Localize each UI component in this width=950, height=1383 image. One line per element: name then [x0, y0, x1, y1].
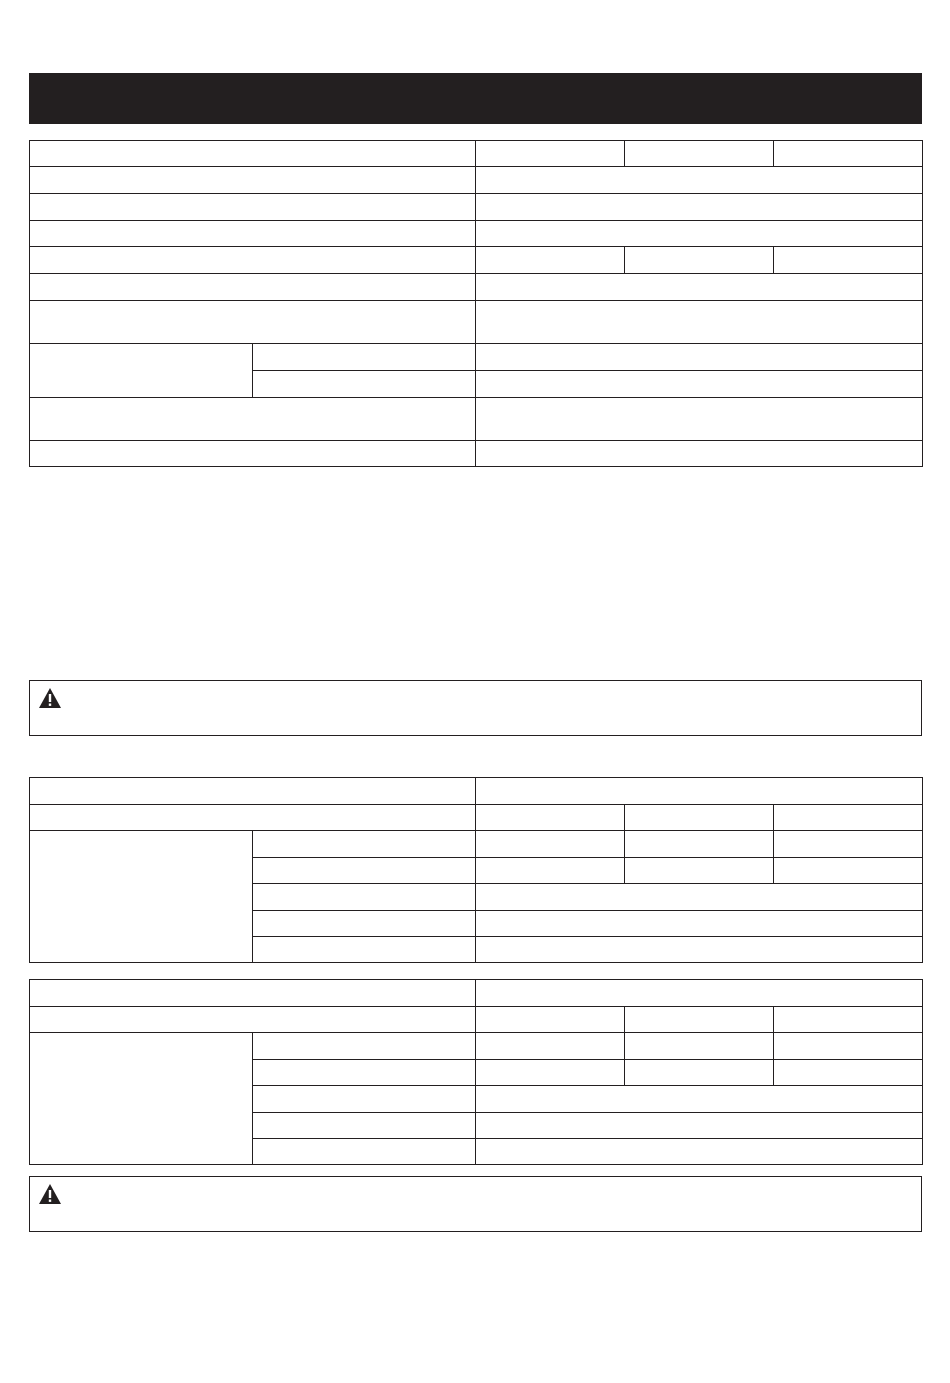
table-value-cell	[476, 911, 923, 937]
table-header-cell	[30, 778, 476, 805]
table-value-cell	[625, 831, 774, 858]
settings-table-1	[29, 777, 923, 963]
table-sublabel-cell	[253, 858, 476, 884]
table-label-cell	[30, 805, 476, 831]
table-group-label-cell	[30, 1033, 253, 1165]
warning-triangle-icon	[38, 687, 62, 709]
table-value-cell	[625, 1033, 774, 1060]
table-sublabel-cell	[253, 1113, 476, 1139]
spec-value-cell	[476, 247, 625, 274]
spec-label-cell	[30, 301, 476, 344]
table-sublabel-cell	[253, 937, 476, 963]
table-value-cell	[476, 937, 923, 963]
warning-box	[29, 1176, 922, 1232]
spec-value-cell	[476, 167, 923, 194]
spec-sublabel-cell	[253, 344, 476, 371]
table-row	[30, 831, 923, 858]
table-value-cell	[476, 884, 923, 911]
table-value-cell	[476, 858, 625, 884]
warning-box	[29, 680, 922, 736]
table-value-cell	[774, 858, 923, 884]
spec-label-cell	[30, 167, 476, 194]
table-label-cell	[30, 1007, 476, 1033]
table-value-cell	[625, 1007, 774, 1033]
spec-group-label-cell	[30, 344, 253, 398]
table-value-cell	[476, 1086, 923, 1113]
table-row	[30, 221, 923, 247]
table-row	[30, 274, 923, 301]
table-row	[30, 194, 923, 221]
table-sublabel-cell	[253, 1139, 476, 1165]
table-value-cell	[476, 1033, 625, 1060]
spec-value-cell	[625, 141, 774, 167]
table-value-cell	[625, 1060, 774, 1086]
spec-value-cell	[476, 441, 923, 467]
table-row	[30, 805, 923, 831]
spec-label-cell	[30, 398, 476, 441]
table-value-cell	[476, 1139, 923, 1165]
table-row	[30, 398, 923, 441]
table-row	[30, 167, 923, 194]
spec-value-cell	[476, 371, 923, 398]
table-value-cell	[476, 1060, 625, 1086]
table-row	[30, 980, 923, 1007]
spec-label-cell	[30, 274, 476, 301]
settings-table-2	[29, 979, 923, 1165]
table-row	[30, 441, 923, 467]
table-value-cell	[774, 1007, 923, 1033]
table-sublabel-cell	[253, 1086, 476, 1113]
table-sublabel-cell	[253, 831, 476, 858]
table-group-label-cell	[30, 831, 253, 963]
spec-value-cell	[476, 194, 923, 221]
table-header-cell	[30, 980, 476, 1007]
spec-value-cell	[476, 221, 923, 247]
table-header-cell	[476, 980, 923, 1007]
spec-value-cell	[476, 301, 923, 344]
spec-label-cell	[30, 441, 476, 467]
table-row	[30, 301, 923, 344]
table-sublabel-cell	[253, 911, 476, 937]
spec-value-cell	[774, 247, 923, 274]
table-value-cell	[774, 1060, 923, 1086]
table-value-cell	[476, 1113, 923, 1139]
table-row	[30, 1033, 923, 1060]
spec-value-cell	[625, 247, 774, 274]
spec-label-cell	[30, 141, 476, 167]
spec-value-cell	[476, 274, 923, 301]
table-row	[30, 344, 923, 371]
table-sublabel-cell	[253, 884, 476, 911]
table-row	[30, 247, 923, 274]
table-value-cell	[476, 805, 625, 831]
table-header-cell	[476, 778, 923, 805]
table-sublabel-cell	[253, 1060, 476, 1086]
table-row	[30, 778, 923, 805]
warning-triangle-icon	[38, 1183, 62, 1205]
table-row	[30, 1007, 923, 1033]
table-value-cell	[625, 858, 774, 884]
specifications-table	[29, 140, 923, 467]
table-row	[30, 141, 923, 167]
spec-label-cell	[30, 247, 476, 274]
spec-value-cell	[476, 141, 625, 167]
spec-label-cell	[30, 194, 476, 221]
table-value-cell	[476, 831, 625, 858]
spec-sublabel-cell	[253, 371, 476, 398]
table-value-cell	[774, 805, 923, 831]
table-value-cell	[774, 831, 923, 858]
table-value-cell	[476, 1007, 625, 1033]
spec-value-cell	[774, 141, 923, 167]
spec-label-cell	[30, 221, 476, 247]
table-sublabel-cell	[253, 1033, 476, 1060]
table-value-cell	[774, 1033, 923, 1060]
spec-value-cell	[476, 344, 923, 371]
table-value-cell	[625, 805, 774, 831]
section-header-bar	[29, 73, 922, 124]
spec-value-cell	[476, 398, 923, 441]
